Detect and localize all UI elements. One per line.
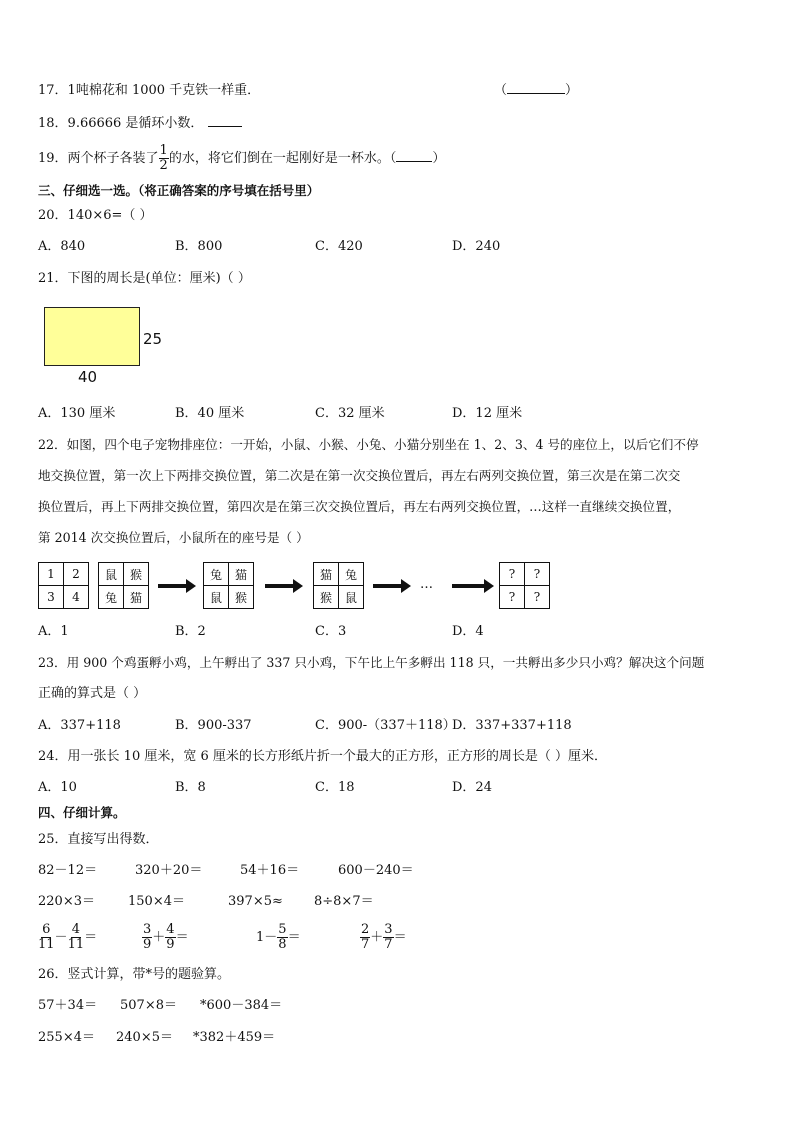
q20-option-b[interactable]: B．800 [175,239,223,254]
q18-answer-blank[interactable] [208,126,242,127]
q17-answer-paren: （ ） [494,83,579,98]
q17-text: 17．1吨棉花和 1000 千克铁一样重． [38,83,261,98]
q20-option-d[interactable]: D．240 [452,239,501,254]
question-23-line-1: 23．用 900 个鸡蛋孵小鸡，上午孵出了 337 只小鸡，下午比上午多孵出 118 只，一共孵出多少只小鸡？解决这个问题 [38,655,705,670]
q25-calc-8: 8÷8×7＝ [314,894,374,909]
q19-fraction: $\frac{1}{2}$ [159,143,168,173]
q21-option-b[interactable]: B．40 厘米 [175,406,245,421]
q23-option-d[interactable]: D．337+337+118 [452,718,572,733]
q25-calc-3: 54＋16＝ [240,863,300,878]
seating-initial-grid: 鼠 猴 兔 猫 [98,562,149,609]
q22-option-a[interactable]: A．1 [38,624,69,639]
q25-calc-4: 600－240＝ [338,863,414,878]
q24-option-b[interactable]: B．8 [175,780,206,795]
q25-fraction-calc-4: $\frac{2}{7}$ ＋ $\frac{3}{7}$ ＝ [361,922,407,952]
question-18 [38,115,242,133]
q26-calc-3: *600－384＝ [200,998,283,1013]
q25-calc-2: 320＋20＝ [135,863,203,878]
q25-fraction-calc-1: $\frac{6}{11}$ － $\frac{4}{11}$ ＝ [38,922,98,952]
seating-unknown-grid: ? ? ? ? [499,562,550,609]
q25-fraction-calc-3: 1－ $\frac{5}{8}$ ＝ [256,922,301,952]
question-25: 25．直接写出得数． [38,832,159,847]
section-4-heading: 四、仔细计算。 [38,805,126,820]
q18-text: 18．9.66666 是循环小数． [38,116,204,131]
q20-option-c[interactable]: C．420 [315,239,363,254]
q25-calc-7: 397×5≈ [228,894,283,909]
q21-option-a[interactable]: A．130 厘米 [38,406,116,421]
q24-option-d[interactable]: D．24 [452,780,492,795]
q26-calc-6: *382＋459＝ [193,1030,276,1045]
q17-answer-blank[interactable] [507,93,565,94]
q21-height-label: 25 [143,330,163,348]
question-26: 26．竖式计算，带*号的题验算。 [38,967,231,982]
arrow-right-icon [265,584,295,588]
question-17 [38,82,260,100]
question-21: 21．下图的周长是(单位：厘米)（ ） [38,271,251,286]
q21-rectangle-figure [44,307,140,366]
q25-calc-5: 220×3＝ [38,894,95,909]
q26-calc-2: 507×8＝ [120,998,177,1013]
q25-fraction-calc-2: $\frac{3}{9}$ ＋ $\frac{4}{9}$ ＝ [143,922,189,952]
arrow-right-icon [158,584,188,588]
question-22-line-3: 换位置后，再上下两排交换位置，第四次是在第三次交换位置后，再左右两列交换位置，…这样一直继续交换位置， [38,499,681,514]
question-20: 20．140×6=（ ） [38,208,153,223]
section-3-heading: 三、仔细选一选。（将正确答案的序号填在括号里） [38,183,320,198]
question-19: 19．两个杯子各装了 $\frac{1}{2}$ 的水，将它们倒在一起刚好是一杯水。（ ） [38,143,446,173]
q24-option-a[interactable]: A．10 [38,780,77,795]
question-23-line-2: 正确的算式是（ ） [38,686,147,701]
question-22-line-4: 第 2014 次交换位置后，小鼠所在的座号是（ ） [38,530,309,545]
q26-calc-1: 57＋34＝ [38,998,98,1013]
question-22-line-1: 22．如图，四个电子宠物排座位：一开始，小鼠、小猴、小兔、小猫分别坐在 1、2、3、4 号的座位上，以后它们不停 [38,437,699,452]
question-24: 24．用一张长 10 厘米，宽 6 厘米的长方形纸片折一个最大的正方形，正方形的周长是（ ）厘米． [38,749,608,764]
arrow-right-icon [452,584,486,588]
q21-option-c[interactable]: C．32 厘米 [315,406,385,421]
q23-option-b[interactable]: B．900-337 [175,718,252,733]
q22-option-d[interactable]: D．4 [452,624,484,639]
q20-option-a[interactable]: A．840 [38,239,86,254]
q23-option-a[interactable]: A．337+118 [38,718,121,733]
q22-option-c[interactable]: C．3 [315,624,347,639]
seating-after-swap-1-grid: 兔 猫 鼠 猴 [203,562,254,609]
q21-option-d[interactable]: D．12 厘米 [452,406,523,421]
q19-answer-blank[interactable] [396,161,432,162]
q25-calc-1: 82－12＝ [38,863,98,878]
ellipsis: … [420,577,433,592]
seating-after-swap-2-grid: 猫 兔 猴 鼠 [313,562,364,609]
q26-calc-5: 240×5＝ [116,1030,173,1045]
question-22-line-2: 地交换位置，第一次上下两排交换位置，第二次是在第一次交换位置后，再左右两列交换位置，第三次是在第二次交 [38,468,681,483]
arrow-right-icon [373,584,403,588]
seat-number-grid: 1 2 3 4 [38,562,89,609]
q26-calc-4: 255×4＝ [38,1030,95,1045]
q24-option-c[interactable]: C．18 [315,780,355,795]
q25-calc-6: 150×4＝ [128,894,185,909]
q23-option-c[interactable]: C．900-（337＋118） [315,718,456,733]
q22-option-b[interactable]: B．2 [175,624,206,639]
q21-width-label: 40 [78,368,98,386]
